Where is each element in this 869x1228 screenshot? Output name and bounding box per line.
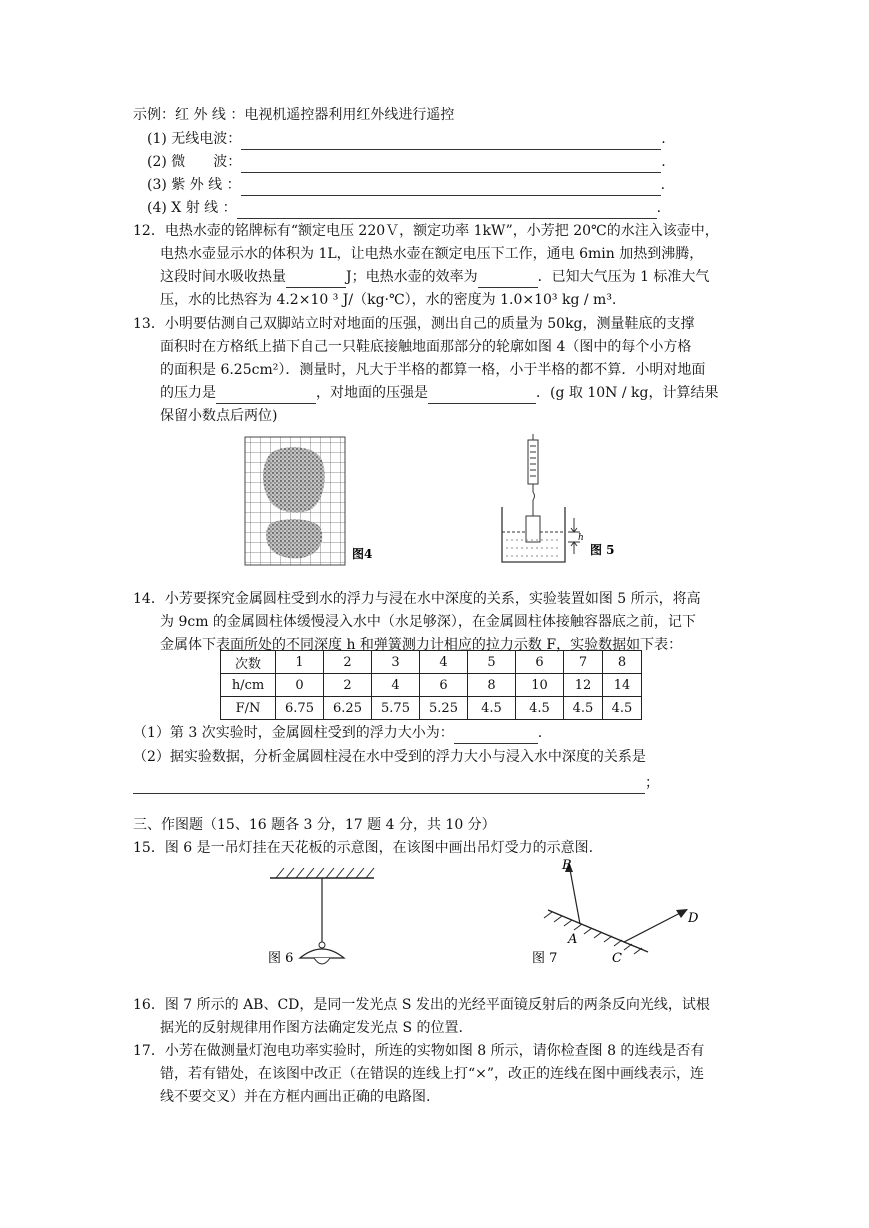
hook	[533, 484, 535, 500]
table-cell: 6.25	[324, 697, 372, 720]
table-row	[221, 651, 642, 674]
lamp-bulb	[314, 958, 330, 964]
answer-blank[interactable]	[237, 203, 657, 219]
table-cell: 4	[372, 674, 420, 697]
q14-line2: 为 9cm 的金属圆柱体缓慢浸入水中（水足够深），在金属圆柱体接触容器底之前，记下	[160, 614, 696, 630]
pressure-blank[interactable]	[428, 388, 536, 404]
metal-cylinder	[526, 516, 540, 542]
figure-7-mirror-reflection	[528, 852, 718, 970]
q12-line3	[160, 266, 709, 288]
buoyancy-answer-blank[interactable]	[454, 728, 538, 744]
q12-line2: 电热水壶显示水的体积为 1L，让电热水壶在额定电压下工作，通电 6min 加热到沸腾，	[160, 246, 704, 262]
answer-blank[interactable]	[241, 157, 661, 173]
q16-line1: 16．图 7 所示的 AB、CD，是同一发光点 S 发出的光经平面镜反射后的两条反向光线，试根	[133, 997, 710, 1013]
heat-answer-blank[interactable]	[286, 272, 346, 288]
q12-line4: 压，水的比热容为 4.2×10 ³ J/（kg·℃），水的密度为 1.0×10³ kg / m³.	[160, 292, 617, 308]
ray-cd	[624, 910, 686, 942]
q13-line1: 13．小明要估测自己双脚站立时对地面的压强，测出自己的质量为 50kg，测量鞋底的支撑	[133, 316, 695, 332]
figure-5-apparatus	[490, 432, 630, 572]
table-cell: 5	[468, 651, 516, 674]
table-cell: 12	[564, 674, 603, 697]
table-cell: 4.5	[468, 697, 516, 720]
figure-5-caption: 图 5	[590, 543, 615, 557]
table-cell: 4.5	[516, 697, 564, 720]
efficiency-answer-blank[interactable]	[478, 272, 538, 288]
example-item-label: (2) 微 波：	[147, 154, 242, 170]
q13-text: ．(g 取 10N / kg，计算结果	[536, 385, 719, 401]
pressure-force-blank[interactable]	[216, 388, 316, 404]
table-cell: 3	[372, 651, 420, 674]
figure-4-caption: 图4	[352, 547, 373, 561]
q13-line4	[160, 382, 718, 404]
table-cell: 2	[324, 651, 372, 674]
example-item-xray	[147, 197, 661, 219]
q14-text: （1）第 3 次实验时，金属圆柱受到的浮力大小为：	[133, 725, 454, 741]
q13-line3: 的面积是 6.25cm²）．测量时，凡大于半格的都算一格，小于半格的都不算．小明对地面	[160, 362, 706, 378]
ray-ab	[569, 864, 580, 924]
table-cell: 6	[420, 674, 468, 697]
q13-text: ，对地面的压强是	[316, 385, 428, 401]
q17-line1: 17．小芳在做测量灯泡电功率实验时，所连的实物如图 8 所示，请你检查图 8 的连线是否有	[133, 1043, 705, 1059]
q15-line1: 15．图 6 是一吊灯挂在天花板的示意图，在该图中画出吊灯受力的示意图.	[133, 840, 594, 856]
q14-line3: 金属体下表面所处的不同深度 h 和弹簧测力计相应的拉力示数 F，实验数据如下表：	[160, 637, 683, 653]
ceiling-hatching	[276, 868, 374, 878]
table-cell: 4.5	[603, 697, 642, 720]
figure-6-caption: 图 6	[268, 951, 294, 966]
table-cell: 14	[603, 674, 642, 697]
experiment-data-table	[220, 650, 642, 720]
q12-text: J；电热水壶的效率为	[346, 269, 478, 285]
q12-line1: 12．电热水壶的铭牌标有“额定电压 220Ｖ，额定功率 1kW”，小芳把 20℃的水注入该壶中，	[133, 223, 719, 239]
q14-text: ；	[645, 775, 659, 791]
q12-text: ．已知大气压为 1 标准大气	[537, 269, 710, 285]
q14-line1: 14．小芳要探究金属圆柱受到水的浮力与浸在水中深度的关系，实验装置如图 5 所示，将高	[133, 591, 701, 607]
q14-text: .	[537, 725, 543, 741]
table-cell: 4	[420, 651, 468, 674]
q14-sub2-answer	[133, 772, 659, 794]
point-b-label: B	[562, 858, 572, 873]
sole-heel	[266, 519, 322, 558]
q17-line2: 错，若有错处，在该图中改正（在错误的连线上打“×”，改正的连线在图中画线表示，连	[160, 1066, 705, 1082]
answer-blank[interactable]	[241, 180, 661, 196]
table-cell: F/N	[221, 697, 276, 720]
table-cell: 4.5	[564, 697, 603, 720]
table-cell: 8	[603, 651, 642, 674]
point-c-label: C	[612, 951, 622, 966]
mirror-hatching	[544, 912, 642, 954]
table-cell: 8	[468, 674, 516, 697]
table-row	[221, 674, 642, 697]
table-cell: h/cm	[221, 674, 276, 697]
end-mark: .	[661, 154, 666, 170]
q13-text: 的压力是	[160, 385, 216, 401]
lamp-cap	[319, 942, 325, 948]
example-item-label: (3) 紫 外 线 ：	[147, 177, 241, 193]
example-item-radio	[147, 128, 666, 150]
table-cell: 5.25	[420, 697, 468, 720]
q17-line3: 线不要交叉）并在方框内画出正确的电路图.	[160, 1089, 431, 1105]
ray-cd-arrow	[676, 909, 688, 918]
relationship-answer-blank[interactable]	[133, 778, 645, 794]
figure-4-footprint	[240, 432, 380, 570]
point-d-label: D	[688, 911, 699, 926]
figure-6-hanging-lamp	[262, 858, 392, 978]
q12-text: 这段时间水吸收热量	[160, 269, 286, 285]
table-cell: 5.75	[372, 697, 420, 720]
q16-line2: 据光的反射规律用作图方法确定发光点 S 的位置.	[160, 1020, 463, 1036]
end-mark: .	[661, 131, 666, 147]
table-cell: 6	[516, 651, 564, 674]
example-item-ultraviolet	[147, 174, 665, 196]
answer-blank[interactable]	[241, 134, 661, 150]
table-cell: 0	[276, 674, 324, 697]
figure-7-caption: 图 7	[532, 951, 558, 966]
end-mark: .	[656, 200, 662, 216]
example-item-label: (1) 无线电波：	[147, 131, 242, 147]
table-row	[221, 697, 642, 720]
point-a-label: A	[568, 932, 578, 947]
table-cell: 7	[564, 651, 603, 674]
q13-line5: 保留小数点后两位)	[160, 408, 278, 424]
example-item-label: (4) X 射 线 ：	[147, 200, 237, 216]
example-item-microwave	[147, 151, 666, 173]
q14-sub1	[133, 722, 542, 744]
sole-front	[263, 447, 325, 513]
table-cell: 次数	[221, 651, 276, 674]
table-cell: 2	[324, 674, 372, 697]
table-cell: 6.75	[276, 697, 324, 720]
depth-label: h	[578, 533, 584, 543]
end-mark: .	[660, 177, 666, 193]
q14-sub2: （2）据实验数据，分析金属圆柱浸在水中受到的浮力大小与浸入水中深度的关系是	[133, 749, 646, 765]
spring-scale	[528, 440, 538, 484]
section-3-title: 三、作图题（15、16 题各 3 分，17 题 4 分，共 10 分）	[133, 817, 496, 833]
table-cell: 1	[276, 651, 324, 674]
table-cell: 10	[516, 674, 564, 697]
plane-mirror	[548, 910, 648, 952]
q13-line2: 面积时在方格纸上描下自己一只鞋底接触地面那部分的轮廓如图 4（图中的每个小方格	[160, 339, 692, 355]
example-heading: 示例：红 外 线 ：电视机遥控器利用红外线进行遥控	[133, 107, 455, 123]
lamp-shade	[300, 949, 344, 958]
